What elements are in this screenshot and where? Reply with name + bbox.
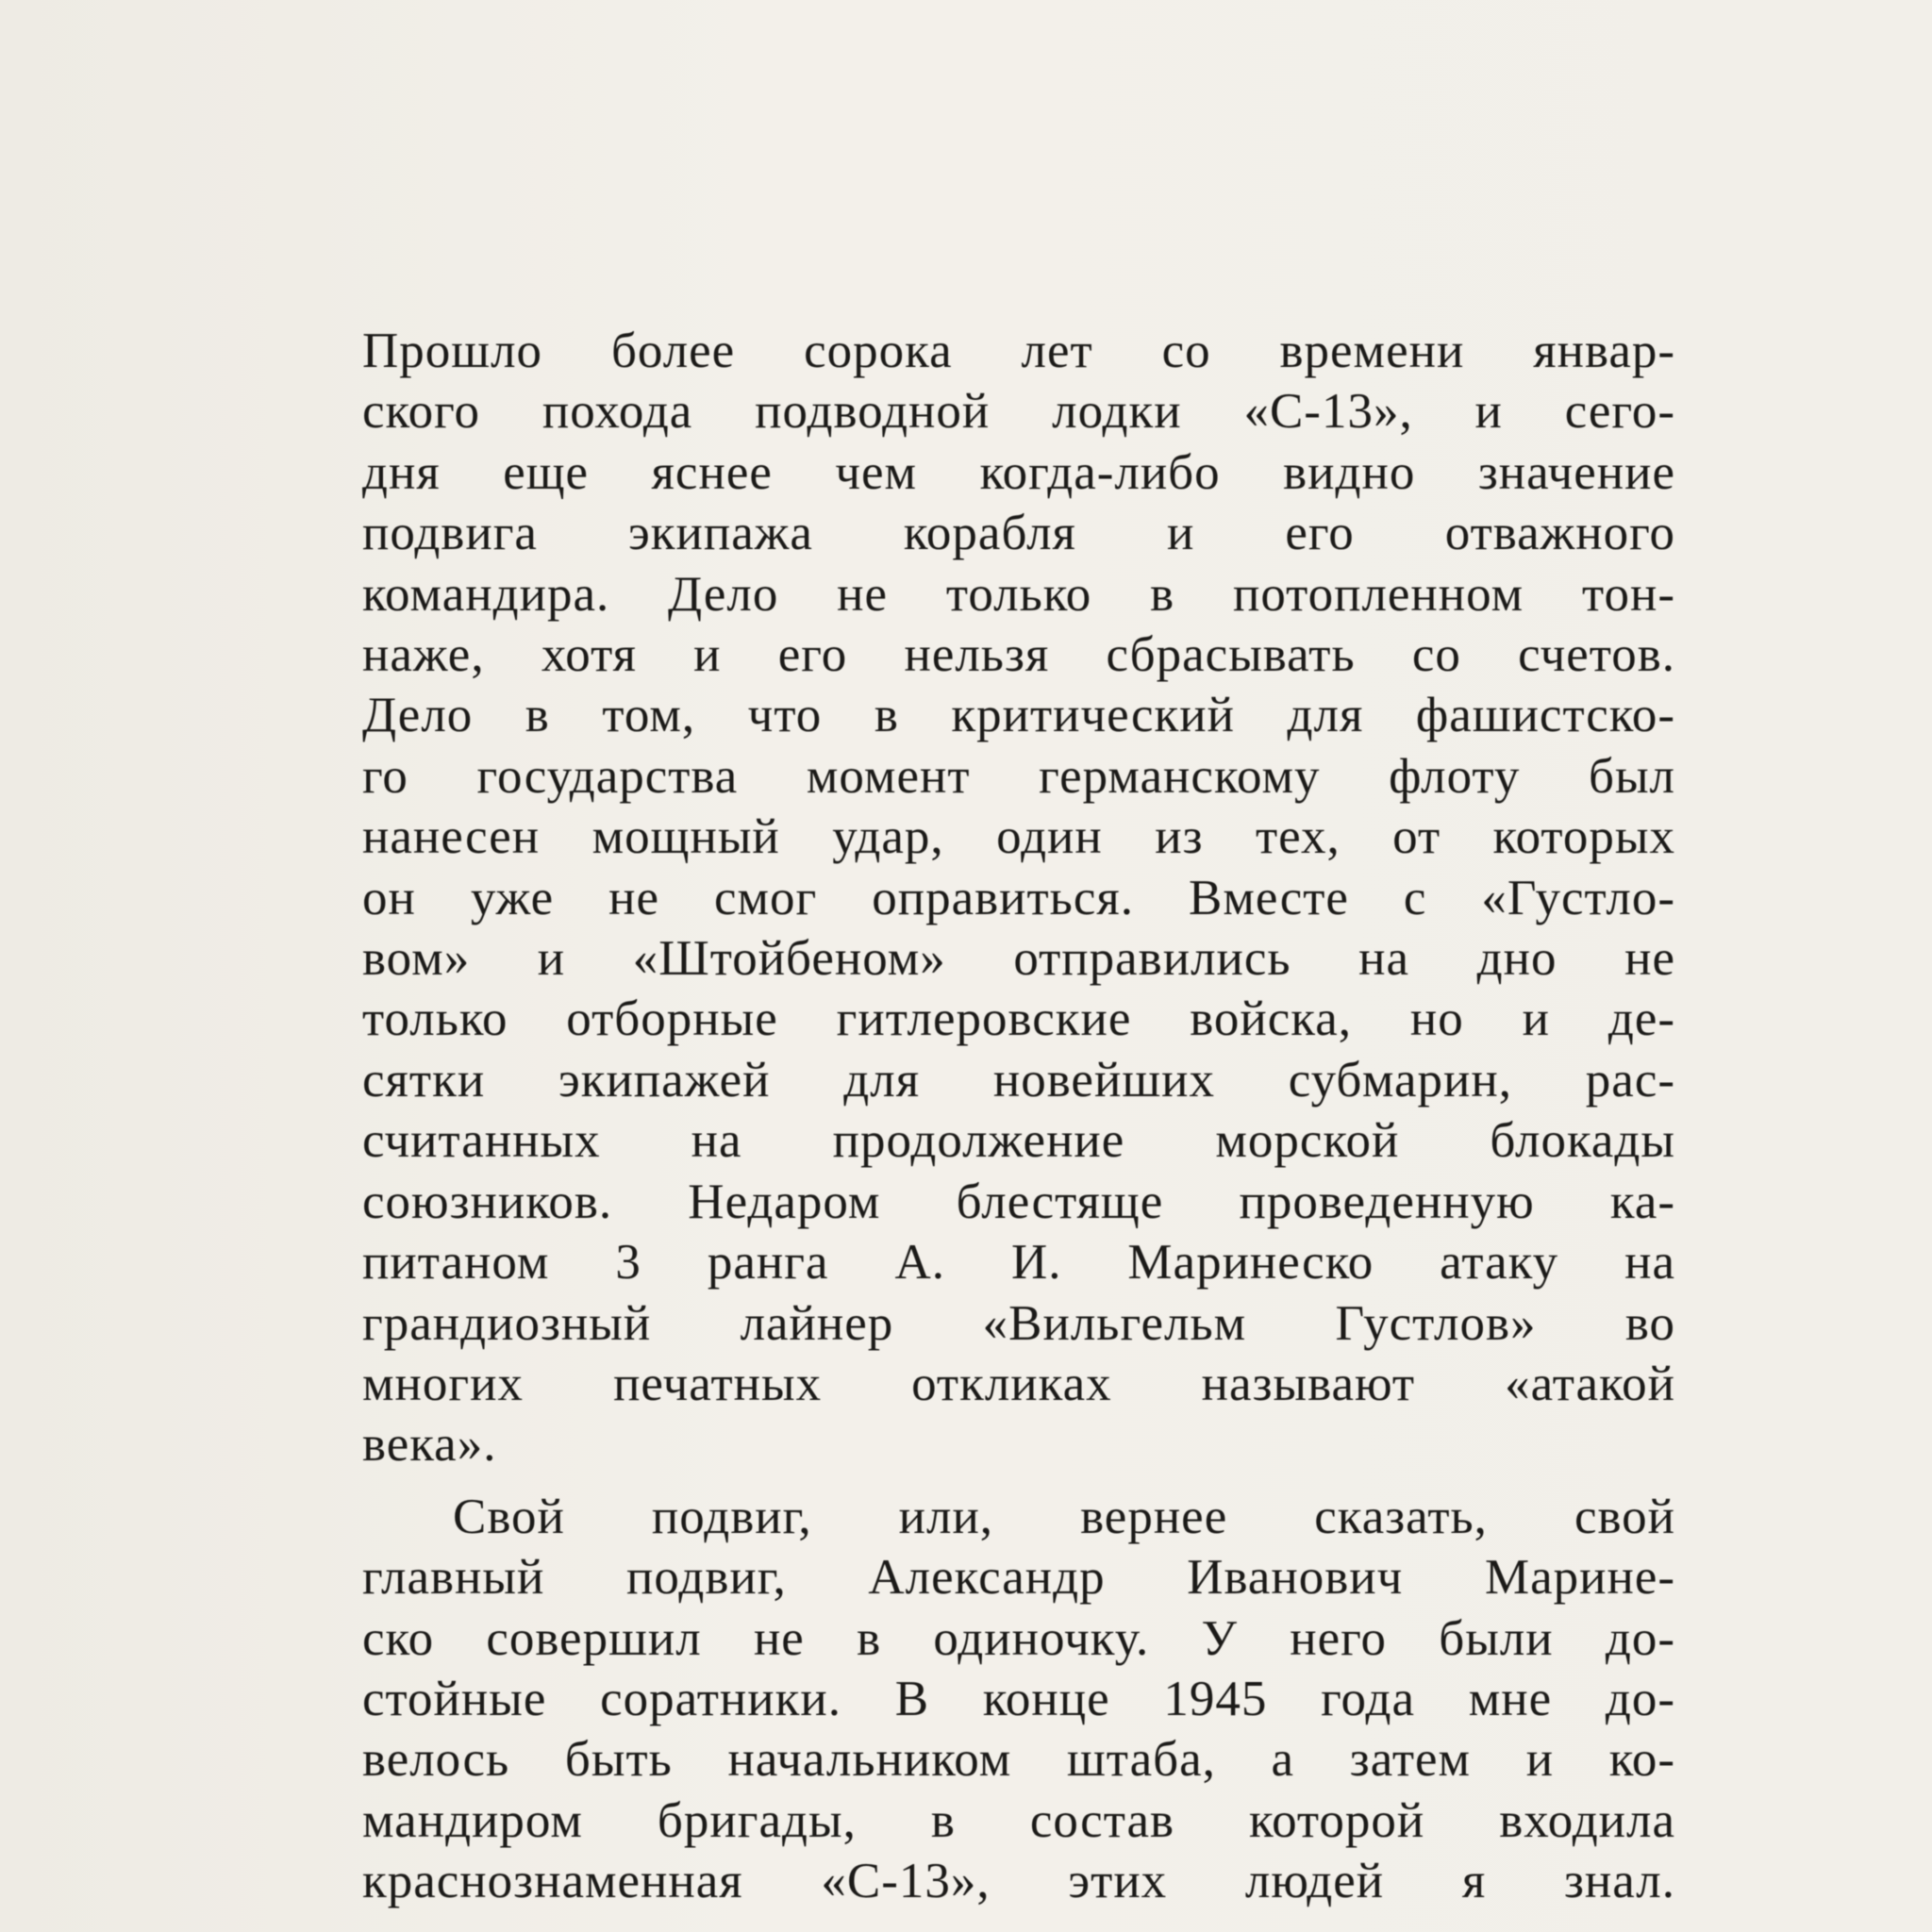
text-line: Прошло более сорока лет со времени январ- bbox=[362, 324, 1675, 378]
text-line: главный подвиг, Александр Иванович Марине- bbox=[362, 1550, 1675, 1606]
text-line: считанных на продолжение морской блокады bbox=[362, 1113, 1675, 1169]
text-line: дня еще яснее чем когда-либо видно значение bbox=[362, 444, 1675, 500]
text-line: го государства момент германскому флоту был bbox=[362, 748, 1675, 804]
text-line: стойные соратники. В конце 1945 года мне до- bbox=[362, 1671, 1675, 1726]
text-line: века». bbox=[362, 1417, 497, 1473]
text-line: наже, хотя и его нельзя сбрасывать со счетов. bbox=[362, 627, 1675, 683]
paragraph-2 bbox=[362, 1487, 1675, 1912]
text-line: грандиозный лайнер «Вильгельм Густлов» во bbox=[362, 1295, 1675, 1351]
text-line: сятки экипажей для новейших субмарин, рас- bbox=[362, 1052, 1675, 1108]
paragraph-1 bbox=[362, 321, 1675, 1475]
text-line: краснознаменная «С-13», этих людей я знал. bbox=[362, 1854, 1675, 1909]
text-line: вом» и «Штойбеном» отправились на дно не bbox=[362, 931, 1675, 987]
text-line: командира. Дело не только в потопленном тон- bbox=[362, 566, 1675, 622]
text-line: Дело в том, что в критический для фашистско- bbox=[362, 688, 1675, 743]
page-text bbox=[362, 321, 1675, 1912]
text-line: многих печатных откликах называют «атакой bbox=[362, 1356, 1675, 1411]
reverse-side-bleed-through bbox=[340, 0, 1679, 311]
text-line: он уже не смог оправиться. Вместе с «Густло- bbox=[362, 870, 1675, 925]
text-line: союзников. Недаром блестяще проведенную ка- bbox=[362, 1174, 1675, 1229]
text-line: ского похода подводной лодки «С-13», и сего- bbox=[362, 384, 1675, 440]
text-line: нанесен мощный удар, один из тех, от которых bbox=[362, 809, 1675, 865]
text-line: питаном 3 ранга А. И. Маринеско атаку на bbox=[362, 1235, 1675, 1291]
text-line: ско совершил не в одиночку. У него были до- bbox=[362, 1610, 1675, 1666]
text-line: велось быть начальником штаба, а затем и ко- bbox=[362, 1732, 1675, 1788]
text-line: только отборные гитлеровские войска, но и де- bbox=[362, 991, 1675, 1047]
text-line: подвига экипажа корабля и его отважного bbox=[362, 506, 1675, 561]
text-line: Свой подвиг, или, вернее сказать, свой bbox=[453, 1489, 1675, 1544]
text-line: мандиром бригады, в состав которой входила bbox=[362, 1792, 1675, 1848]
